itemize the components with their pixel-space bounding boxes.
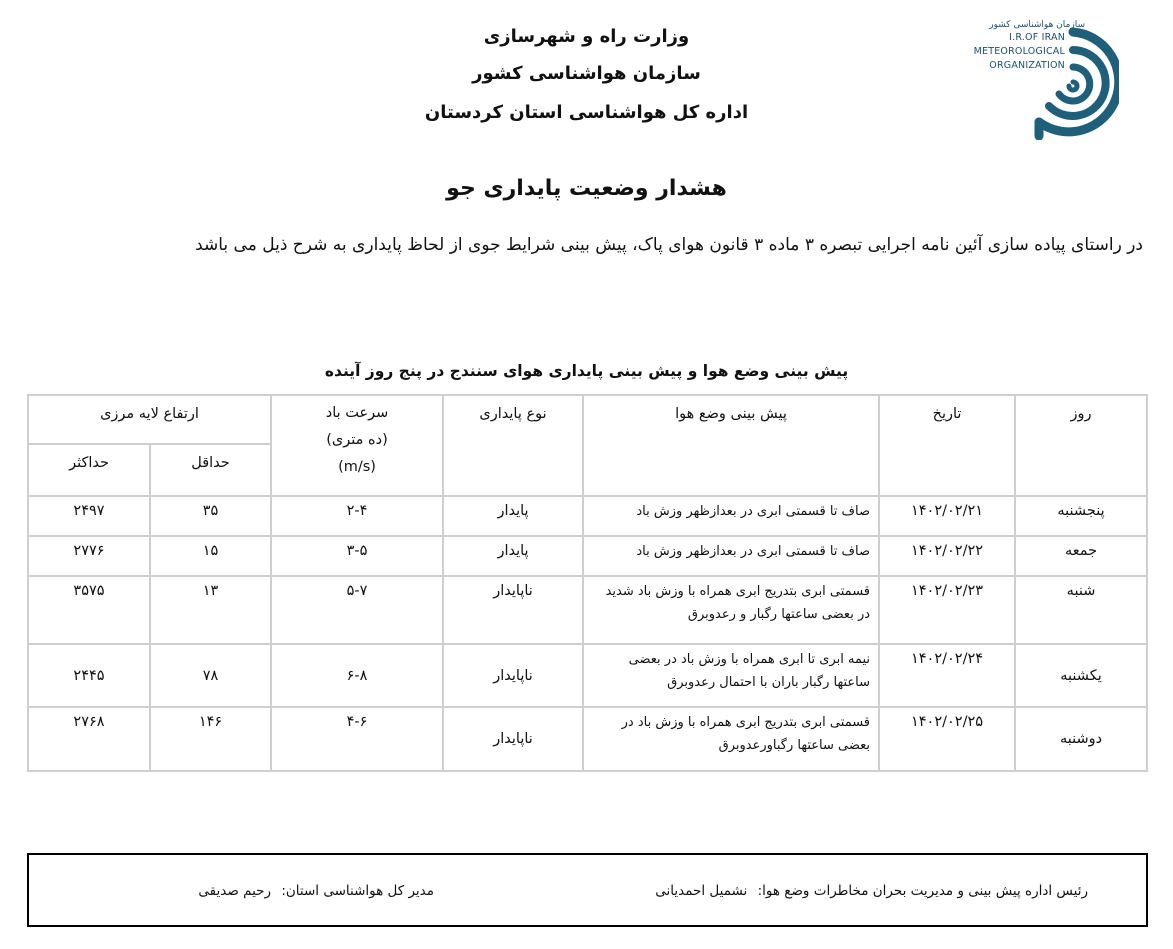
cell-stability: پایدار bbox=[443, 496, 583, 536]
cell-min: ۳۵ bbox=[150, 496, 271, 536]
cell-min: ۱۳ bbox=[150, 576, 271, 644]
director-role: مدیر کل هواشناسی استان: bbox=[281, 883, 434, 899]
cell-max: ۲۷۷۶ bbox=[28, 536, 150, 576]
logo-english-line2: METEOROLOGICAL bbox=[973, 46, 1065, 57]
cell-forecast: قسمتی ابری بتدریج ابری همراه با وزش باد شدید در بعضی ساعتها رگبار و رعدوبرق bbox=[583, 576, 879, 644]
cell-min: ۱۵ bbox=[150, 536, 271, 576]
table-row bbox=[28, 644, 1147, 707]
header-boundary-layer: ارتفاع لایه مرزی bbox=[28, 395, 271, 444]
cell-day: پنجشنبه bbox=[1015, 496, 1147, 536]
cell-wind: ۴-۶ bbox=[271, 707, 443, 771]
header-day: روز bbox=[1015, 395, 1147, 496]
cell-wind: ۲-۴ bbox=[271, 496, 443, 536]
header-wind-line3: (m/s) bbox=[338, 459, 376, 475]
forecast-table bbox=[27, 394, 1148, 772]
cell-forecast: قسمتی ابری بتدریج ابری همراه با وزش باد در بعضی ساعتها رگباورعدوبرق bbox=[583, 707, 879, 771]
cell-forecast: صاف تا قسمتی ابری در بعدازظهر وزش باد bbox=[583, 536, 879, 576]
cell-date: ۱۴۰۲/۰۲/۲۲ bbox=[879, 536, 1015, 576]
logo-english-line3: ORGANIZATION bbox=[989, 60, 1065, 71]
cell-max: ۳۵۷۵ bbox=[28, 576, 150, 644]
cell-wind: ۵-۷ bbox=[271, 576, 443, 644]
province-office-name: اداره کل هواشناسی استان کردستان bbox=[424, 102, 749, 123]
table-row bbox=[28, 536, 1147, 576]
cell-date: ۱۴۰۲/۰۲/۲۱ bbox=[879, 496, 1015, 536]
cell-day: یکشنبه bbox=[1015, 644, 1147, 707]
cell-date: ۱۴۰۲/۰۲/۲۴ bbox=[879, 644, 1015, 707]
header-wind-speed bbox=[271, 395, 443, 496]
header-wind-line2: (ده متری) bbox=[326, 432, 388, 448]
warning-title: هشدار وضعیت پایداری جو bbox=[446, 176, 727, 201]
table-row bbox=[28, 576, 1147, 644]
cell-stability: ناپایدار bbox=[443, 644, 583, 707]
cell-max: ۲۴۹۷ bbox=[28, 496, 150, 536]
cell-forecast: صاف تا قسمتی ابری در بعدازظهر وزش باد bbox=[583, 496, 879, 536]
cell-max: ۲۴۴۵ bbox=[28, 644, 150, 707]
table-title: پیش بینی وضع هوا و پیش بینی پایداری هوای سنندج در پنج روز آینده bbox=[324, 362, 849, 380]
cell-min: ۱۴۶ bbox=[150, 707, 271, 771]
director-name: رحیم صدیقی bbox=[198, 883, 272, 899]
forecast-head-role: رئیس اداره پیش بینی و مدیریت بحران مخاطرات وضع هوا: bbox=[757, 883, 1088, 899]
cell-wind: ۳-۵ bbox=[271, 536, 443, 576]
logo-persian-text: سازمان هواشناسی کشور bbox=[989, 20, 1085, 30]
cell-date: ۱۴۰۲/۰۲/۲۳ bbox=[879, 576, 1015, 644]
header-forecast: پیش بینی وضع هوا bbox=[583, 395, 879, 496]
cell-day: دوشنبه bbox=[1015, 707, 1147, 771]
table-row bbox=[28, 707, 1147, 771]
forecast-head-name: نشمیل احمدیانی bbox=[655, 883, 748, 899]
intro-paragraph: در راستای پیاده سازی آئین نامه اجرایی تبصره ۳ ماده ۳ قانون هوای پاک، پیش بینی شرایط جوی از لحاظ پایداری به شرح ذیل می باشد bbox=[195, 235, 1143, 255]
header-max: حداکثر bbox=[28, 444, 150, 496]
cell-day: شنبه bbox=[1015, 576, 1147, 644]
director-signature bbox=[198, 883, 434, 899]
signature-box bbox=[27, 853, 1148, 927]
header-wind-line1: سرعت باد bbox=[325, 405, 389, 421]
table-row bbox=[28, 496, 1147, 536]
header-stability: نوع پایداری bbox=[443, 395, 583, 496]
cell-stability: ناپایدار bbox=[443, 707, 583, 771]
cell-wind: ۶-۸ bbox=[271, 644, 443, 707]
cell-stability: پایدار bbox=[443, 536, 583, 576]
header-date: تاریخ bbox=[879, 395, 1015, 496]
header-min: حداقل bbox=[150, 444, 271, 496]
ministry-name: وزارت راه و شهرسازی bbox=[483, 26, 690, 47]
forecast-head-signature bbox=[655, 883, 1088, 899]
cell-date: ۱۴۰۲/۰۲/۲۵ bbox=[879, 707, 1015, 771]
organization-name: سازمان هواشناسی کشور bbox=[472, 63, 701, 84]
cell-day: جمعه bbox=[1015, 536, 1147, 576]
cell-forecast: نیمه ابری تا ابری همراه با وزش باد در بعضی ساعتها رگبار باران با احتمال رعدوبرق bbox=[583, 644, 879, 707]
cell-max: ۲۷۶۸ bbox=[28, 707, 150, 771]
cell-stability: ناپایدار bbox=[443, 576, 583, 644]
cell-min: ۷۸ bbox=[150, 644, 271, 707]
logo-english-line1: I.R.OF IRAN bbox=[1009, 32, 1065, 43]
